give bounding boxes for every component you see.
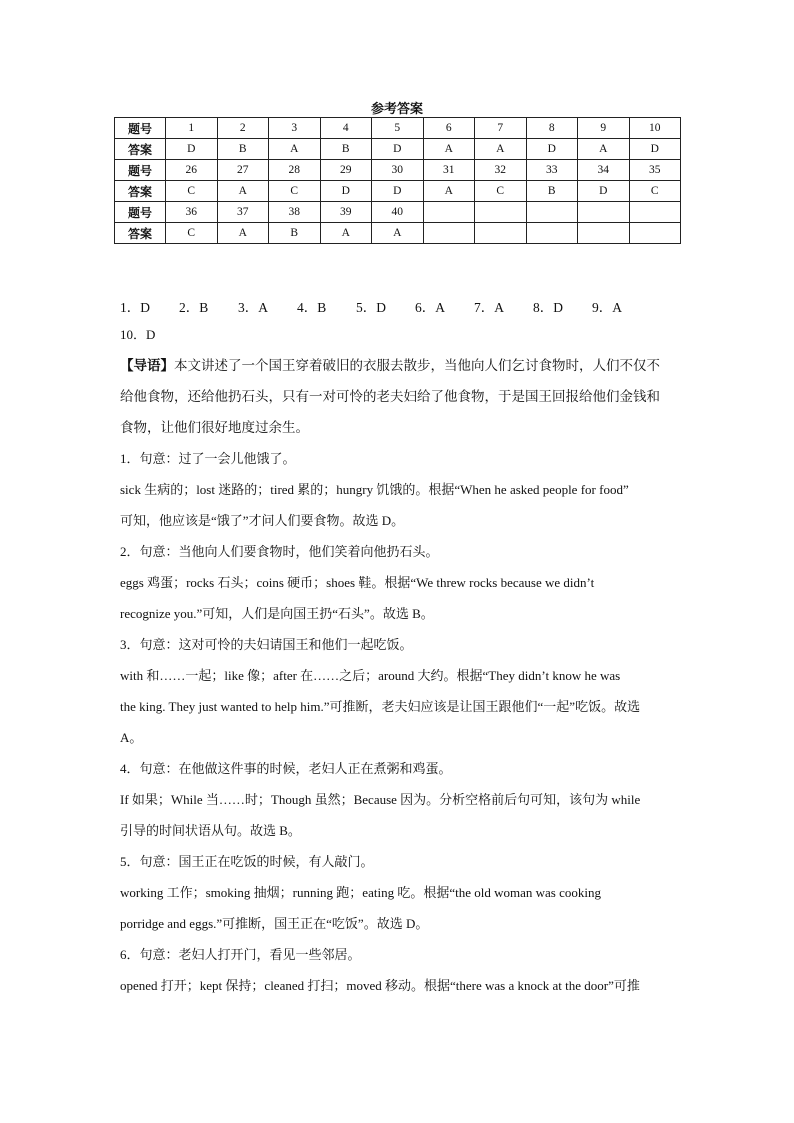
explanation-line: 5．句意：国王正在吃饭的时候，有人敲门。 (120, 854, 374, 869)
answer-item: 7．A (474, 300, 504, 315)
table-cell: C (166, 181, 218, 202)
page-title: 参考答案 (370, 102, 423, 117)
table-cell (629, 223, 681, 244)
answer-item: 8．D (533, 300, 563, 315)
table-cell: 29 (320, 160, 372, 181)
answer-item: 2．B (179, 300, 209, 315)
explanation-line: sick 生病的；lost 迷路的；tired 累的；hungry 饥饿的。根据“When he asked people for food” (120, 482, 629, 497)
table-cell (475, 223, 527, 244)
table-cell: 31 (423, 160, 475, 181)
explanation-line: working 工作；smoking 抽烟；running 跑；eating 吃。根据“the old woman was cooking (120, 885, 601, 900)
table-cell: 32 (475, 160, 527, 181)
table-cell: 6 (423, 118, 475, 139)
table-cell: D (526, 139, 578, 160)
table-cell: 40 (372, 202, 424, 223)
table-cell: 34 (578, 160, 630, 181)
table-cell: 1 (166, 118, 218, 139)
table-row (115, 202, 681, 223)
answer-item: 6．A (415, 300, 445, 315)
table-cell (475, 202, 527, 223)
explanation-line: eggs 鸡蛋；rocks 石头；coins 硬币；shoes 鞋。根据“We threw rocks because we didn’t (120, 575, 595, 590)
table-cell: A (320, 223, 372, 244)
table-cell: C (166, 223, 218, 244)
table-cell: D (629, 139, 681, 160)
table-cell: A (269, 139, 321, 160)
answer-item: 5．D (356, 300, 386, 315)
row-header: 题号 (115, 160, 166, 181)
table-cell: 26 (166, 160, 218, 181)
table-cell: 8 (526, 118, 578, 139)
table-cell: 37 (217, 202, 269, 223)
row-header: 答案 (115, 139, 166, 160)
row-header: 题号 (115, 118, 166, 139)
table-cell: D (166, 139, 218, 160)
explanation-line: with 和……一起；like 像；after 在……之后；around 大约。根据“They didn’t know he was (120, 668, 621, 683)
table-cell: C (269, 181, 321, 202)
table-cell: 39 (320, 202, 372, 223)
table-cell: 33 (526, 160, 578, 181)
table-row (115, 118, 681, 139)
explanation-line: 引导的时间状语从句。故选 B。 (120, 823, 301, 838)
table-cell: B (269, 223, 321, 244)
table-cell: C (629, 181, 681, 202)
table-cell: A (372, 223, 424, 244)
table-row (115, 223, 681, 244)
table-cell: D (578, 181, 630, 202)
explanation-line: the king. They just wanted to help him.”可推断，老夫妇应该是让国王跟他们“一起”吃饭。故选 (120, 699, 641, 714)
table-cell: 7 (475, 118, 527, 139)
answer-item: 3．A (238, 300, 268, 315)
table-row (115, 181, 681, 202)
explanation-line: porridge and eggs.”可推断，国王正在“吃饭”。故选 D。 (120, 916, 429, 931)
intro-line: 给他食物，还给他扔石头，只有一对可怜的老夫妇给了他食物，于是国王回报给他们金钱和 (120, 389, 660, 405)
explanation-line: 2．句意：当他向人们要食物时，他们笑着向他扔石头。 (120, 544, 439, 559)
row-header: 答案 (115, 223, 166, 244)
table-cell (578, 223, 630, 244)
explanation-line: 3．句意：这对可怜的夫妇请国王和他们一起吃饭。 (120, 637, 413, 652)
explanation-line: opened 打开；kept 保持；cleaned 打扫；moved 移动。根据“there was a knock at the door”可推 (120, 978, 640, 993)
table-cell: A (217, 181, 269, 202)
table-cell (578, 202, 630, 223)
answer-item: 10．D (120, 327, 156, 342)
table-cell: 28 (269, 160, 321, 181)
table-cell (526, 202, 578, 223)
explanation-line: 4．句意：在他做这件事的时候，老妇人正在煮粥和鸡蛋。 (120, 761, 452, 776)
intro-line: 食物，让他们很好地度过余生。 (120, 420, 309, 436)
explanation-line: recognize you.”可知，人们是向国王扔“石头”。故选 B。 (120, 606, 434, 621)
table-cell (423, 202, 475, 223)
table-cell: C (475, 181, 527, 202)
row-header: 答案 (115, 181, 166, 202)
table-row (115, 139, 681, 160)
table-cell: A (578, 139, 630, 160)
table-cell: 2 (217, 118, 269, 139)
table-cell: 36 (166, 202, 218, 223)
explanation-line: 1．句意：过了一会儿他饿了。 (120, 451, 296, 466)
answer-item: 4．B (297, 300, 327, 315)
table-cell: 4 (320, 118, 372, 139)
table-cell: D (372, 139, 424, 160)
explanation-line: 6．句意：老妇人打开门，看见一些邻居。 (120, 947, 361, 962)
explanation-line: If 如果；While 当……时；Though 虽然；Because 因为。分析空格前后句可知，该句为 while (120, 792, 641, 807)
explanation-line: 可知，他应该是“饿了”才问人们要食物。故选 D。 (120, 513, 405, 528)
table-cell: A (217, 223, 269, 244)
explanation-line: A。 (120, 730, 143, 745)
answer-table (114, 117, 681, 244)
table-cell: A (423, 139, 475, 160)
table-cell: 5 (372, 118, 424, 139)
table-cell (526, 223, 578, 244)
table-cell: 30 (372, 160, 424, 181)
table-cell: D (320, 181, 372, 202)
table-row (115, 160, 681, 181)
table-cell: B (320, 139, 372, 160)
row-header: 题号 (115, 202, 166, 223)
answer-list (120, 296, 651, 316)
answer-item: 9．A (592, 300, 622, 315)
intro-line: 本文讲述了一个国王穿着破旧的衣服去散步，当他向人们乞讨食物时，人们不仅不 (174, 358, 660, 374)
table-cell: 27 (217, 160, 269, 181)
table-cell: 9 (578, 118, 630, 139)
table-cell: A (423, 181, 475, 202)
table-cell: 3 (269, 118, 321, 139)
intro-tag: 【导语】 (120, 358, 174, 374)
table-cell: 35 (629, 160, 681, 181)
intro-paragraph (120, 358, 660, 374)
answer-item: 1．D (120, 300, 150, 315)
table-cell (629, 202, 681, 223)
table-cell: A (475, 139, 527, 160)
table-cell: B (526, 181, 578, 202)
table-cell: B (217, 139, 269, 160)
table-cell: 10 (629, 118, 681, 139)
table-cell: 38 (269, 202, 321, 223)
table-cell: D (372, 181, 424, 202)
table-cell (423, 223, 475, 244)
